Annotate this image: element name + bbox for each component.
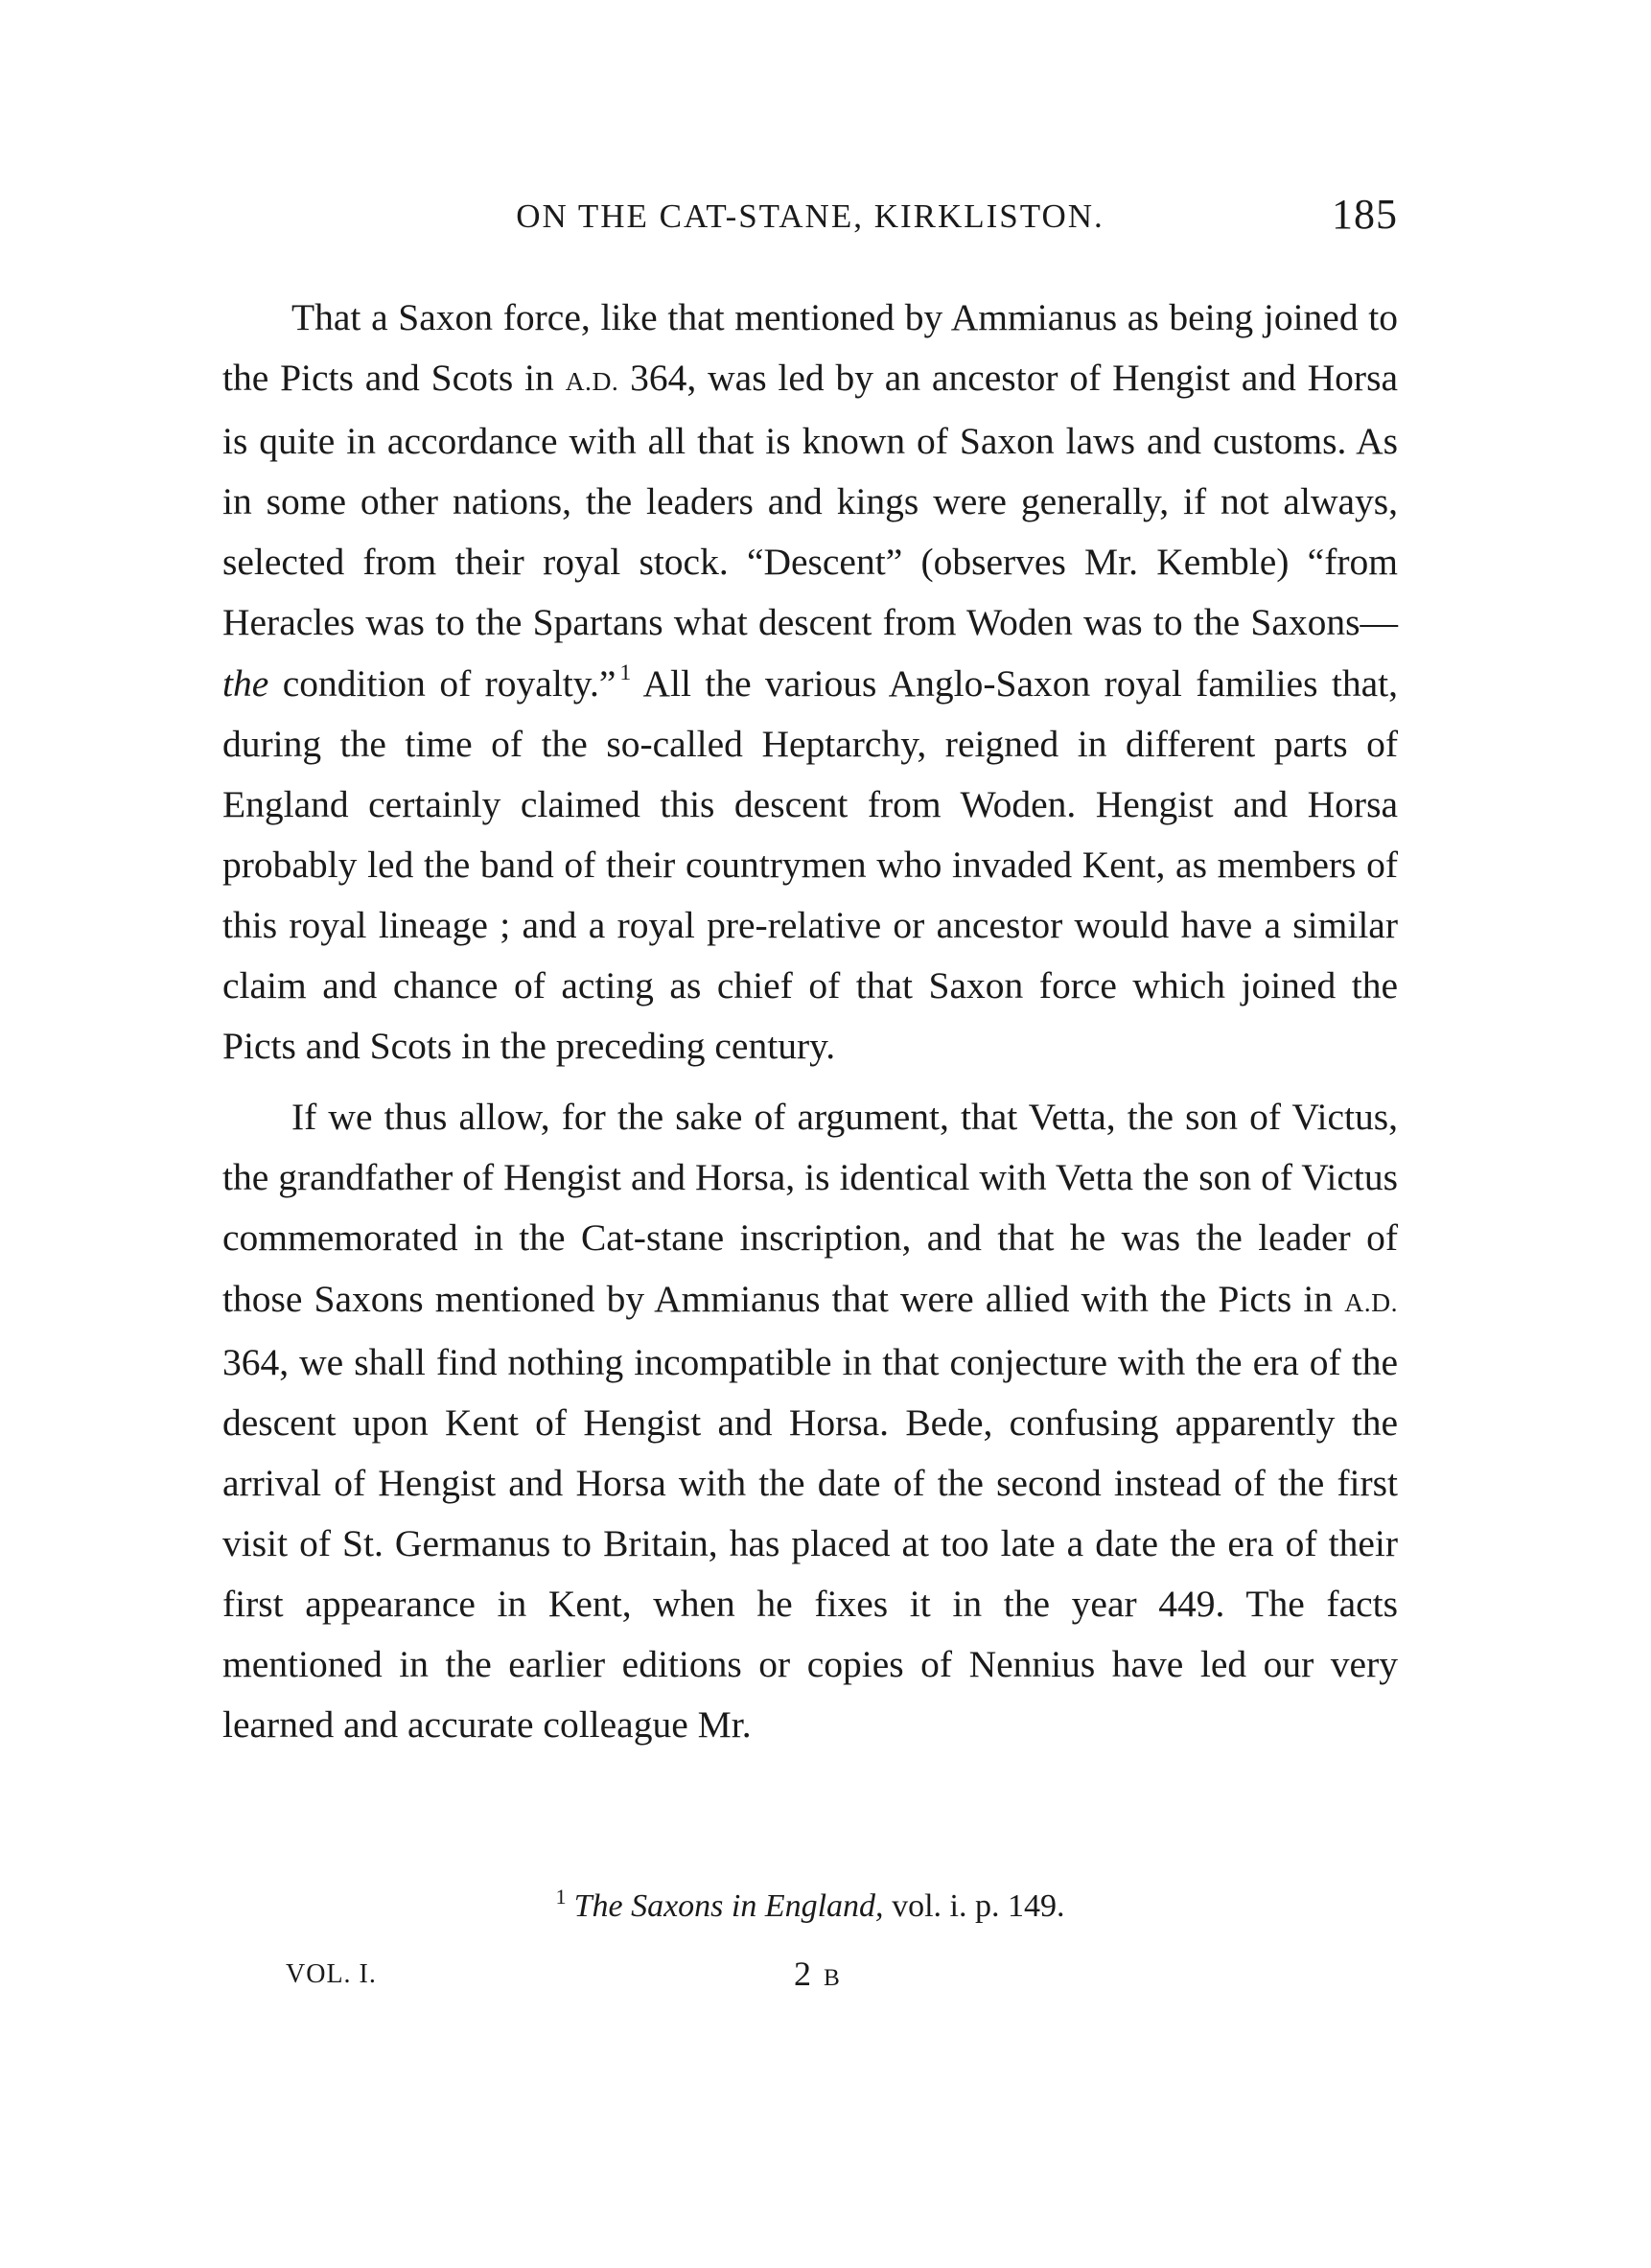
footnote-reference: 1 [619, 660, 632, 685]
paragraph-2 [222, 1087, 1398, 1755]
paragraph-2-text-a: If we thus allow, for the sake of argument, that Vetta, the son of Victus, the grandfather of Hengist and Horsa, is identical with Vetta the son of Victus commemorated in the Cat-stane inscription, and that he was the leader of those Saxons mentioned by Ammianus that were allied with the Picts in [222, 1096, 1398, 1320]
running-head [222, 190, 1398, 247]
paragraph-1-text-a: That a Saxon force, like that mentioned by Ammianus as being joined to the Picts and Scots in [222, 296, 1398, 400]
running-title: ON THE CAT-STANE, KIRKLISTON. [516, 197, 1105, 235]
page-number: 185 [1332, 191, 1398, 238]
paragraph-2-anno-domini: A.D. [1344, 1286, 1398, 1317]
body-text [222, 288, 1398, 1766]
paragraph-1-italic: the [222, 661, 269, 705]
paragraph-1-anno-domini: A.D. [565, 366, 619, 397]
signature-letter: B [824, 1965, 842, 1991]
footnote-mark: 1 [555, 1884, 567, 1909]
printer-signature [794, 1954, 842, 1994]
paragraph-1-text-b: 364, was led by an ancestor of Hengist and Horsa is quite in accordance with all that is known of Saxon laws and customs. As in some other nations, the leaders and kings were generally, if not always, selected from their royal stock. “Descent” (observes Mr. Kemble) “from Heracles was to the Spartans what descent from Woden was to the Saxons— [222, 357, 1398, 644]
footnote-citation: vol. i. p. 149. [883, 1888, 1065, 1924]
paragraph-1-text-c: condition of royalty.” [268, 661, 616, 705]
paragraph-2-text-b: 364, we shall find nothing incompatible in that conjecture with the era of the descent upon Kent of Hengist and Horsa. Bede, confusing apparently the arrival of Hengist and Horsa with the date of the second instead of the first visit of St. Germanus to Britain, has placed at too late a date the era of their first appearance in Kent, when he fixes it in the year 449. The facts mentioned in the earlier editions or copies of Nennius have led our very learned and accurate colleague Mr. [222, 1340, 1398, 1747]
paragraph-1-text-d: All the various Anglo-Saxon royal families that, during the time of the so-called Heptarchy, reigned in different parts of England certainly claimed this descent from Woden. Hengist and Horsa probably led the band of their countrymen who invaded Kent, as members of this royal lineage ; and a royal pre-relative or ancestor would have a similar claim and chance of acting as chief of that Saxon force which joined the Picts and Scots in the preceding century. [222, 661, 1398, 1068]
signature-line [286, 1955, 957, 2007]
volume-mark: VOL. I. [286, 1959, 377, 1989]
footnote-title: The Saxons in England, [573, 1888, 884, 1924]
paragraph-1 [222, 288, 1398, 1076]
footnote [222, 1884, 1398, 1925]
signature-number: 2 [794, 1955, 813, 1993]
